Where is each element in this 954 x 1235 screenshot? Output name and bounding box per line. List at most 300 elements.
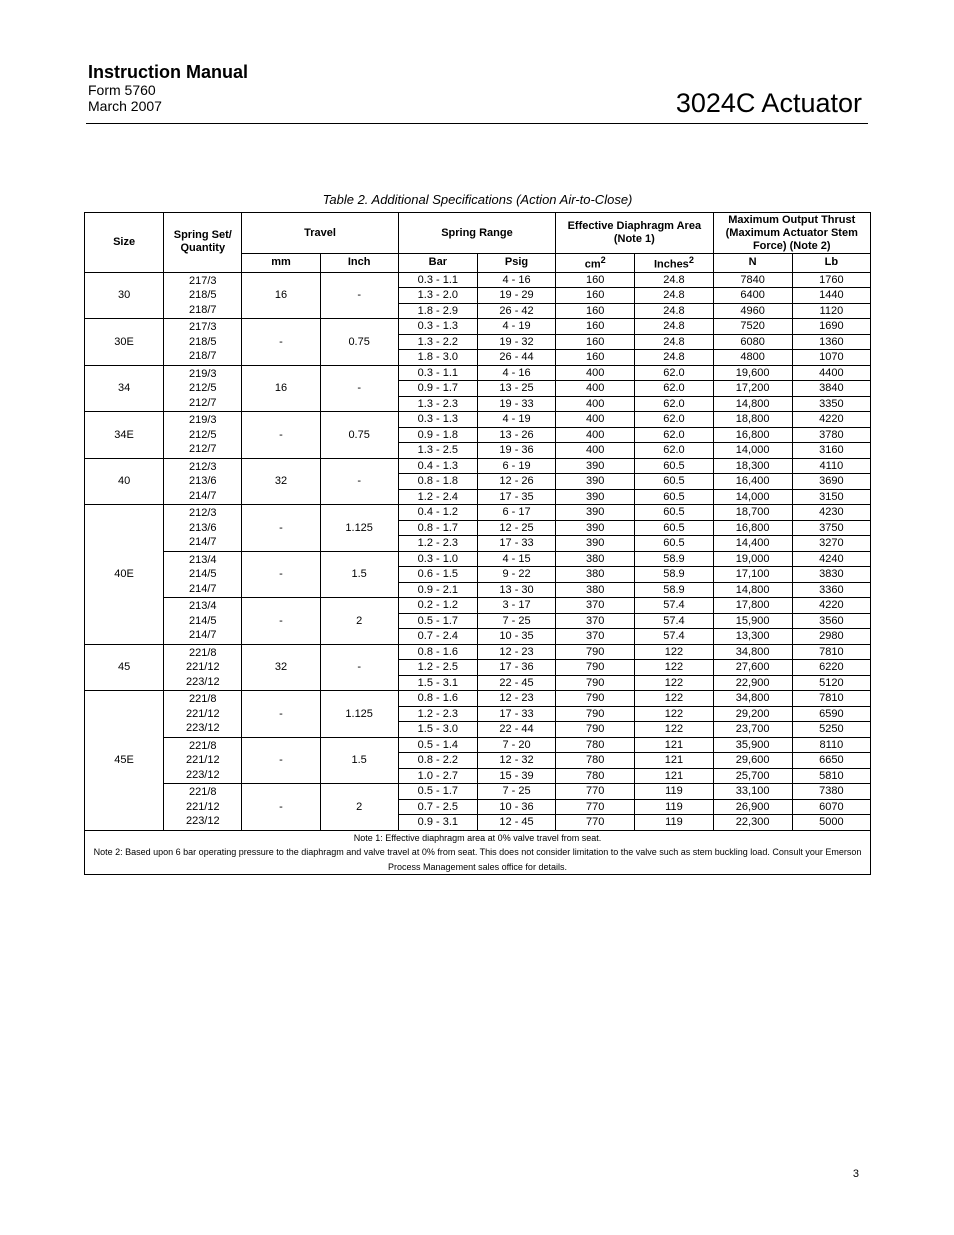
area-cm2-cell: 400 — [556, 443, 635, 459]
spring-range-psig-cell: 12 - 26 — [477, 474, 555, 490]
travel-mm-cell: 16 — [242, 272, 320, 319]
area-inches2-cell: 62.0 — [635, 427, 713, 443]
thrust-lb-cell: 3840 — [792, 381, 870, 397]
travel-mm-cell: - — [242, 505, 320, 552]
thrust-lb-cell: 4110 — [792, 458, 870, 474]
table-row — [85, 319, 871, 335]
travel-inch-cell: 2 — [320, 784, 398, 831]
thrust-lb-cell: 1440 — [792, 288, 870, 304]
spring-range-bar-cell: 1.5 - 3.1 — [398, 675, 477, 691]
travel-inch-cell: - — [320, 272, 398, 319]
thrust-lb-cell: 3160 — [792, 443, 870, 459]
spring-set-cell — [164, 458, 242, 505]
area-inches2-cell: 62.0 — [635, 365, 713, 381]
spring-range-psig-cell: 12 - 32 — [477, 753, 555, 769]
spring-range-psig-cell: 9 - 22 — [477, 567, 555, 583]
manual-title: Instruction Manual — [88, 62, 249, 82]
area-cm2-cell: 160 — [556, 288, 635, 304]
spring-set-item: 212/7 — [189, 396, 217, 409]
spring-range-bar-cell: 0.3 - 1.3 — [398, 412, 477, 428]
travel-inch-cell: 1.125 — [320, 505, 398, 552]
spring-range-bar-cell: 0.9 - 2.1 — [398, 582, 477, 598]
travel-inch-cell: 0.75 — [320, 319, 398, 366]
thrust-n-cell: 18,700 — [713, 505, 792, 521]
spring-set-item: 218/5 — [189, 335, 217, 348]
area-inches2-cell: 24.8 — [635, 288, 713, 304]
spring-set-item: 214/7 — [189, 582, 217, 595]
table-notes — [85, 830, 871, 875]
header-lb: Lb — [792, 254, 870, 273]
thrust-n-cell: 4800 — [713, 350, 792, 366]
thrust-n-cell: 25,700 — [713, 768, 792, 784]
size-cell: 45 — [85, 644, 164, 691]
thrust-n-cell: 33,100 — [713, 784, 792, 800]
spring-range-bar-cell: 0.8 - 1.6 — [398, 691, 477, 707]
spring-set-item: 214/5 — [189, 568, 217, 581]
spring-range-bar-cell: 1.2 - 2.4 — [398, 489, 477, 505]
spring-range-bar-cell: 0.8 - 1.7 — [398, 520, 477, 536]
table-row — [85, 784, 871, 800]
spring-range-bar-cell: 0.4 - 1.3 — [398, 458, 477, 474]
spring-set-item: 212/3 — [189, 507, 217, 520]
spring-set-item: 212/5 — [189, 382, 217, 395]
area-cm2-cell: 400 — [556, 412, 635, 428]
spring-range-bar-cell: 1.5 - 3.0 — [398, 722, 477, 738]
thrust-lb-cell: 5120 — [792, 675, 870, 691]
spring-set-item: 221/8 — [189, 739, 217, 752]
header-psig: Psig — [477, 254, 555, 273]
area-cm2-cell: 770 — [556, 784, 635, 800]
header-divider — [86, 123, 868, 124]
area-cm2-cell: 790 — [556, 691, 635, 707]
thrust-n-cell: 19,600 — [713, 365, 792, 381]
note-2: Note 2: Based upon 6 bar operating pressure to the diaphragm and valve travel at 0% from seat. This does not consider limitation to the valve such as stem buckling load. Consult your Emerson Process Management sales office for details. — [93, 847, 862, 872]
spring-set-item: 212/7 — [189, 443, 217, 456]
thrust-n-cell: 26,900 — [713, 799, 792, 815]
spring-set-item: 214/5 — [189, 614, 217, 627]
spring-range-bar-cell: 1.3 - 2.3 — [398, 396, 477, 412]
spring-set-item: 213/6 — [189, 521, 217, 534]
spring-range-psig-cell: 4 - 16 — [477, 272, 555, 288]
travel-inch-cell: 1.125 — [320, 691, 398, 738]
thrust-lb-cell: 6590 — [792, 706, 870, 722]
area-inches2-cell: 122 — [635, 706, 713, 722]
spring-set-item: 223/12 — [185, 815, 220, 828]
size-cell: 34E — [85, 412, 164, 459]
area-cm2-cell: 390 — [556, 505, 635, 521]
spring-range-bar-cell: 0.4 - 1.2 — [398, 505, 477, 521]
header-spring-range: Spring Range — [398, 213, 555, 254]
area-inches2-cell: 60.5 — [635, 489, 713, 505]
area-cm2-cell: 400 — [556, 381, 635, 397]
thrust-n-cell: 4960 — [713, 303, 792, 319]
spring-set-item: 221/12 — [185, 754, 220, 767]
spring-set-item: 223/12 — [185, 675, 220, 688]
spring-set-item: 218/7 — [189, 350, 217, 363]
spring-range-psig-cell: 7 - 20 — [477, 737, 555, 753]
area-inches2-cell: 122 — [635, 660, 713, 676]
table-row — [85, 365, 871, 381]
thrust-n-cell: 17,100 — [713, 567, 792, 583]
table-row — [85, 505, 871, 521]
spring-set-item: 221/12 — [185, 707, 220, 720]
thrust-lb-cell: 7810 — [792, 644, 870, 660]
table-row — [85, 644, 871, 660]
area-cm2-cell: 370 — [556, 629, 635, 645]
area-inches2-cell: 122 — [635, 644, 713, 660]
area-cm2-cell: 400 — [556, 365, 635, 381]
thrust-lb-cell: 4230 — [792, 505, 870, 521]
spring-range-bar-cell: 0.3 - 1.1 — [398, 272, 477, 288]
spring-range-psig-cell: 7 - 25 — [477, 613, 555, 629]
travel-mm-cell: - — [242, 737, 320, 784]
thrust-lb-cell: 3150 — [792, 489, 870, 505]
table-row — [85, 737, 871, 753]
area-cm2-cell: 770 — [556, 799, 635, 815]
page-number: 3 — [852, 1168, 859, 1180]
area-cm2-cell: 790 — [556, 706, 635, 722]
thrust-n-cell: 19,000 — [713, 551, 792, 567]
travel-inch-cell: - — [320, 365, 398, 412]
spring-range-psig-cell: 19 - 36 — [477, 443, 555, 459]
area-cm2-cell: 160 — [556, 319, 635, 335]
area-cm2-cell: 160 — [556, 272, 635, 288]
thrust-n-cell: 13,300 — [713, 629, 792, 645]
spring-range-bar-cell: 0.5 - 1.7 — [398, 784, 477, 800]
thrust-n-cell: 22,300 — [713, 815, 792, 831]
spring-range-psig-cell: 17 - 36 — [477, 660, 555, 676]
spring-range-bar-cell: 0.9 - 1.7 — [398, 381, 477, 397]
spring-set-item: 223/12 — [185, 722, 220, 735]
area-inches2-cell: 24.8 — [635, 350, 713, 366]
area-inches2-cell: 62.0 — [635, 412, 713, 428]
area-inches2-cell: 24.8 — [635, 272, 713, 288]
area-cm2-cell: 390 — [556, 536, 635, 552]
spring-range-bar-cell: 0.8 - 1.6 — [398, 644, 477, 660]
table-body — [85, 272, 871, 830]
thrust-lb-cell: 8110 — [792, 737, 870, 753]
spring-set-item: 218/5 — [189, 289, 217, 302]
area-inches2-cell: 24.8 — [635, 303, 713, 319]
thrust-n-cell: 29,200 — [713, 706, 792, 722]
header-inches2 — [635, 254, 713, 273]
spring-range-psig-cell: 26 - 44 — [477, 350, 555, 366]
thrust-lb-cell: 4240 — [792, 551, 870, 567]
area-inches2-cell: 58.9 — [635, 582, 713, 598]
travel-inch-cell: 0.75 — [320, 412, 398, 459]
spring-set-item: 214/7 — [189, 629, 217, 642]
spring-set-cell — [164, 551, 242, 598]
spring-range-psig-cell: 13 - 25 — [477, 381, 555, 397]
spring-set-item: 213/4 — [189, 600, 217, 613]
area-inches2-cell: 62.0 — [635, 396, 713, 412]
publication-date: March 2007 — [88, 98, 162, 114]
spring-range-bar-cell: 0.8 - 2.2 — [398, 753, 477, 769]
travel-inch-cell: 1.5 — [320, 737, 398, 784]
size-cell: 34 — [85, 365, 164, 412]
spring-range-psig-cell: 6 - 17 — [477, 505, 555, 521]
area-inches2-cell: 62.0 — [635, 443, 713, 459]
size-cell: 30E — [85, 319, 164, 366]
area-inches2-cell: 122 — [635, 722, 713, 738]
spring-range-bar-cell: 0.7 - 2.5 — [398, 799, 477, 815]
thrust-lb-cell: 1690 — [792, 319, 870, 335]
header-output-thrust: Maximum Output Thrust (Maximum Actuator Stem Force) (Note 2) — [713, 213, 870, 254]
thrust-n-cell: 16,800 — [713, 427, 792, 443]
thrust-n-cell: 6080 — [713, 334, 792, 350]
thrust-n-cell: 14,800 — [713, 396, 792, 412]
thrust-n-cell: 16,400 — [713, 474, 792, 490]
header-inches2-superscript: 2 — [688, 255, 694, 265]
travel-mm-cell: - — [242, 598, 320, 645]
thrust-lb-cell: 1070 — [792, 350, 870, 366]
spring-set-cell — [164, 737, 242, 784]
travel-inch-cell: 2 — [320, 598, 398, 645]
area-cm2-cell: 390 — [556, 458, 635, 474]
thrust-lb-cell: 3690 — [792, 474, 870, 490]
thrust-lb-cell: 2980 — [792, 629, 870, 645]
spring-set-item: 217/3 — [189, 321, 217, 334]
thrust-n-cell: 23,700 — [713, 722, 792, 738]
header-travel: Travel — [242, 213, 398, 254]
area-inches2-cell: 60.5 — [635, 474, 713, 490]
area-inches2-cell: 119 — [635, 784, 713, 800]
spring-range-bar-cell: 1.3 - 2.2 — [398, 334, 477, 350]
area-cm2-cell: 160 — [556, 334, 635, 350]
table-row — [85, 412, 871, 428]
thrust-n-cell: 18,300 — [713, 458, 792, 474]
spring-set-cell — [164, 644, 242, 691]
thrust-n-cell: 7520 — [713, 319, 792, 335]
spring-range-bar-cell: 1.8 - 3.0 — [398, 350, 477, 366]
spring-range-psig-cell: 10 - 35 — [477, 629, 555, 645]
area-cm2-cell: 390 — [556, 489, 635, 505]
spring-set-item: 221/8 — [189, 786, 217, 799]
spring-range-psig-cell: 12 - 23 — [477, 691, 555, 707]
thrust-n-cell: 6400 — [713, 288, 792, 304]
thrust-n-cell: 7840 — [713, 272, 792, 288]
travel-mm-cell: - — [242, 319, 320, 366]
area-inches2-cell: 122 — [635, 691, 713, 707]
spring-range-psig-cell: 13 - 26 — [477, 427, 555, 443]
travel-mm-cell: - — [242, 412, 320, 459]
area-cm2-cell: 390 — [556, 474, 635, 490]
table-row — [85, 272, 871, 288]
area-cm2-cell: 400 — [556, 427, 635, 443]
spring-range-psig-cell: 4 - 19 — [477, 319, 555, 335]
thrust-n-cell: 14,000 — [713, 443, 792, 459]
area-cm2-cell: 380 — [556, 582, 635, 598]
travel-mm-cell: 32 — [242, 458, 320, 505]
spec-table-container — [84, 212, 871, 875]
thrust-lb-cell: 1120 — [792, 303, 870, 319]
header-bar: Bar — [398, 254, 477, 273]
header-inches2-unit: Inches — [653, 258, 689, 271]
thrust-lb-cell: 4220 — [792, 598, 870, 614]
spring-set-item: 221/8 — [189, 693, 217, 706]
travel-mm-cell: - — [242, 691, 320, 738]
spring-range-bar-cell: 0.3 - 1.3 — [398, 319, 477, 335]
header-left — [88, 62, 248, 114]
thrust-n-cell: 14,800 — [713, 582, 792, 598]
spring-range-bar-cell: 0.9 - 1.8 — [398, 427, 477, 443]
form-number: Form 5760 — [88, 82, 156, 98]
thrust-lb-cell: 3830 — [792, 567, 870, 583]
spring-range-bar-cell: 0.5 - 1.4 — [398, 737, 477, 753]
note-1: Note 1: Effective diaphragm area at 0% valve travel from seat. — [353, 832, 602, 843]
spring-range-bar-cell: 1.8 - 2.9 — [398, 303, 477, 319]
travel-mm-cell: 16 — [242, 365, 320, 412]
spring-range-bar-cell: 0.7 - 2.4 — [398, 629, 477, 645]
thrust-n-cell: 14,400 — [713, 536, 792, 552]
area-inches2-cell: 57.4 — [635, 613, 713, 629]
thrust-n-cell: 18,800 — [713, 412, 792, 428]
spring-range-bar-cell: 1.3 - 2.5 — [398, 443, 477, 459]
spring-range-psig-cell: 12 - 23 — [477, 644, 555, 660]
spring-set-cell — [164, 691, 242, 738]
thrust-n-cell: 34,800 — [713, 644, 792, 660]
area-inches2-cell: 121 — [635, 737, 713, 753]
spring-set-cell — [164, 412, 242, 459]
area-cm2-cell: 370 — [556, 598, 635, 614]
header-n: N — [713, 254, 792, 273]
thrust-lb-cell: 7380 — [792, 784, 870, 800]
spring-set-item: 213/6 — [189, 475, 217, 488]
thrust-lb-cell: 1360 — [792, 334, 870, 350]
spring-range-bar-cell: 0.6 - 1.5 — [398, 567, 477, 583]
spring-range-psig-cell: 10 - 36 — [477, 799, 555, 815]
area-cm2-cell: 780 — [556, 768, 635, 784]
travel-mm-cell: - — [242, 551, 320, 598]
spring-range-bar-cell: 1.2 - 2.5 — [398, 660, 477, 676]
spring-range-psig-cell: 17 - 33 — [477, 536, 555, 552]
spring-range-psig-cell: 19 - 29 — [477, 288, 555, 304]
spring-range-psig-cell: 4 - 16 — [477, 365, 555, 381]
thrust-n-cell: 17,200 — [713, 381, 792, 397]
spring-range-psig-cell: 13 - 30 — [477, 582, 555, 598]
thrust-lb-cell: 3560 — [792, 613, 870, 629]
area-cm2-cell: 390 — [556, 520, 635, 536]
header-spring-set: Spring Set/ Quantity — [164, 213, 242, 273]
spring-range-psig-cell: 4 - 15 — [477, 551, 555, 567]
area-cm2-cell: 770 — [556, 815, 635, 831]
area-inches2-cell: 119 — [635, 799, 713, 815]
area-inches2-cell: 60.5 — [635, 536, 713, 552]
table-footer — [85, 830, 871, 875]
spring-range-psig-cell: 17 - 33 — [477, 706, 555, 722]
thrust-n-cell: 34,800 — [713, 691, 792, 707]
spring-range-bar-cell: 0.2 - 1.2 — [398, 598, 477, 614]
area-inches2-cell: 58.9 — [635, 567, 713, 583]
thrust-n-cell: 35,900 — [713, 737, 792, 753]
thrust-n-cell: 14,000 — [713, 489, 792, 505]
area-cm2-cell: 380 — [556, 551, 635, 567]
spring-set-item: 217/3 — [189, 274, 217, 287]
thrust-lb-cell: 7810 — [792, 691, 870, 707]
thrust-lb-cell: 3360 — [792, 582, 870, 598]
thrust-lb-cell: 3780 — [792, 427, 870, 443]
spring-range-bar-cell: 0.9 - 3.1 — [398, 815, 477, 831]
spring-range-psig-cell: 19 - 32 — [477, 334, 555, 350]
thrust-lb-cell: 4220 — [792, 412, 870, 428]
spring-set-cell — [164, 272, 242, 319]
table-header — [85, 213, 871, 273]
header-diaphragm-area: Effective Diaphragm Area (Note 1) — [556, 213, 713, 254]
area-inches2-cell: 121 — [635, 768, 713, 784]
spring-range-psig-cell: 7 - 25 — [477, 784, 555, 800]
table-caption: Table 2. Additional Specifications (Action Air-to-Close) — [322, 192, 633, 207]
spring-range-psig-cell: 15 - 39 — [477, 768, 555, 784]
area-inches2-cell: 60.5 — [635, 458, 713, 474]
spring-set-cell — [164, 598, 242, 645]
spring-set-item: 214/7 — [189, 489, 217, 502]
header-size: Size — [85, 213, 164, 273]
thrust-n-cell: 17,800 — [713, 598, 792, 614]
size-cell: 40 — [85, 458, 164, 505]
spring-set-item: 219/3 — [189, 414, 217, 427]
spring-set-cell — [164, 784, 242, 831]
table-row — [85, 551, 871, 567]
area-inches2-cell: 60.5 — [635, 520, 713, 536]
travel-inch-cell: - — [320, 458, 398, 505]
spring-range-psig-cell: 12 - 45 — [477, 815, 555, 831]
table-row — [85, 691, 871, 707]
thrust-n-cell: 29,600 — [713, 753, 792, 769]
thrust-lb-cell: 6220 — [792, 660, 870, 676]
travel-mm-cell: 32 — [242, 644, 320, 691]
table-row — [85, 458, 871, 474]
spring-set-cell — [164, 505, 242, 552]
spring-range-bar-cell: 0.3 - 1.1 — [398, 365, 477, 381]
thrust-lb-cell: 6070 — [792, 799, 870, 815]
thrust-lb-cell: 4400 — [792, 365, 870, 381]
spring-range-bar-cell: 0.3 - 1.0 — [398, 551, 477, 567]
spring-set-item: 213/4 — [189, 553, 217, 566]
spring-range-psig-cell: 4 - 19 — [477, 412, 555, 428]
size-cell: 40E — [85, 505, 164, 645]
area-inches2-cell: 58.9 — [635, 551, 713, 567]
spring-set-item: 212/5 — [189, 428, 217, 441]
spring-range-psig-cell: 22 - 45 — [477, 675, 555, 691]
area-cm2-cell: 370 — [556, 613, 635, 629]
thrust-lb-cell: 3350 — [792, 396, 870, 412]
header-cm2-superscript: 2 — [600, 255, 606, 265]
travel-inch-cell: 1.5 — [320, 551, 398, 598]
area-cm2-cell: 780 — [556, 737, 635, 753]
area-inches2-cell: 60.5 — [635, 505, 713, 521]
thrust-lb-cell: 1760 — [792, 272, 870, 288]
travel-inch-cell: - — [320, 644, 398, 691]
spring-set-cell — [164, 319, 242, 366]
thrust-lb-cell: 3750 — [792, 520, 870, 536]
spring-range-psig-cell: 22 - 44 — [477, 722, 555, 738]
area-inches2-cell: 57.4 — [635, 629, 713, 645]
spring-range-bar-cell: 1.2 - 2.3 — [398, 536, 477, 552]
thrust-lb-cell: 5250 — [792, 722, 870, 738]
spring-range-bar-cell: 0.5 - 1.7 — [398, 613, 477, 629]
spring-set-item: 214/7 — [189, 536, 217, 549]
spring-set-item: 218/7 — [189, 303, 217, 316]
spring-set-item: 221/12 — [185, 800, 220, 813]
area-cm2-cell: 790 — [556, 660, 635, 676]
area-cm2-cell: 160 — [556, 303, 635, 319]
spring-range-psig-cell: 3 - 17 — [477, 598, 555, 614]
spring-set-cell — [164, 365, 242, 412]
header-cm2 — [556, 254, 635, 273]
size-cell: 30 — [85, 272, 164, 319]
area-cm2-cell: 160 — [556, 350, 635, 366]
spring-set-item: 223/12 — [185, 768, 220, 781]
